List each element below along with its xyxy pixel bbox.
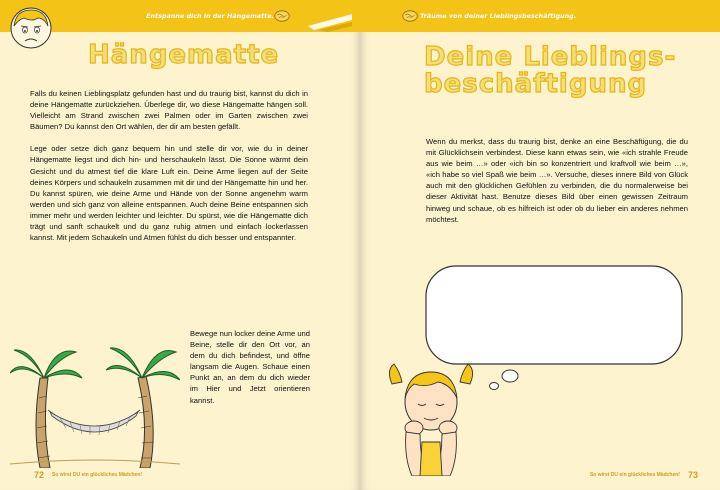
brain-icon <box>402 9 418 23</box>
banner-stripe-decoration <box>308 0 352 32</box>
right-paragraph: Wenn du merkst, dass du traurig bist, denke an eine Beschäftigung, die du mit Glücklichsein verbindest. Diese kann etwas sein, wie «ich strahle Freude aus wie beim …» oder «ich bin so konzentriert und kraftvoll wie beim …», «ich habe so viel Spaß wie beim …». Versuche, dieses innere Bild von Glück auch mit den glücklichen Gefühlen zu verbinden, die du normalerweise bei dieser Aktivität hast. Benutze dieses Bild über einen gewissen Zeitraum hinweg und schaue, ob es hilfreich ist oder ob du lieber ein anderes nehmen möchtest. <box>426 137 688 224</box>
left-footer <box>34 470 142 480</box>
dreaming-girl-illustration <box>386 358 476 476</box>
right-banner <box>360 0 720 32</box>
left-banner <box>0 0 360 32</box>
right-page-number: 73 <box>687 470 698 480</box>
right-body-text <box>426 136 688 236</box>
left-page-number: 72 <box>34 470 45 480</box>
left-side-text: Bewege nun locker deine Arme und Beine, stelle dir den Ort vor, an dem du dich befindest, und öffne langsam die Augen. Schaue einen Punkt an, an dem du dich wieder im Hier und Jetzt orientieren kannst. <box>190 329 310 405</box>
right-banner-text: Träume von deiner Lieblingsbeschäftigung. <box>420 12 577 20</box>
sad-girl-avatar-icon <box>10 6 52 50</box>
left-title: Hängematte <box>88 40 280 70</box>
left-footer-text: So wirst DU ein glückliches Mädchen! <box>52 472 143 478</box>
right-footer-text: So wirst DU ein glückliches Mädchen! <box>589 472 680 478</box>
right-footer <box>590 470 698 480</box>
brain-icon <box>274 9 290 23</box>
right-title <box>424 44 676 99</box>
left-body-text <box>30 88 308 254</box>
left-paragraph-1: Falls du keinen Lieblingsplatz gefunden hast und du traurig bist, kannst du dich in deine Hängematte zurückziehen. Überlege dir, wo diese Hängematte hängen soll. Vielleicht am Strand zwischen zwei Palmen oder im Garten zwischen zwei Bäumen? Du kannst den Ort wählen, der dir am besten gefällt. <box>30 89 308 132</box>
left-banner-text: Entspanne dich in der Hängematte. <box>146 12 274 20</box>
right-title-line-2: beschäftigung <box>424 69 648 100</box>
right-title-line-1: Deine Lieblings- <box>424 42 677 72</box>
hammock-palms-illustration <box>10 318 180 468</box>
left-paragraph-2: Lege oder setze dich ganz bequem hin und stelle dir vor, wie du in deiner Hängematte liegst und dich hin- und herschaukeln lässt. Die Sonne wärmt dein Gesicht und du atmest tief die klare Luft ein. Deine Arme liegen auf der Seite deines Körpers und schaukeln zusammen mit dir und der Hängematte hin und her. Du kannst spüren, wie deine Arme und Hände von der Sonne angenehm warm werden und sich ganz von alleine entspannen. Auch deine Beine entspannen sich immer mehr und werden leichter und leichter. Du spürst, wie die Hängematte dich trägt und sanft schaukelt und du ganz ruhig atmen und einfach lockerlassen kannst. Mit jedem Schaukeln und Atmen fühlst du dich besser und entspannter. <box>30 144 308 243</box>
